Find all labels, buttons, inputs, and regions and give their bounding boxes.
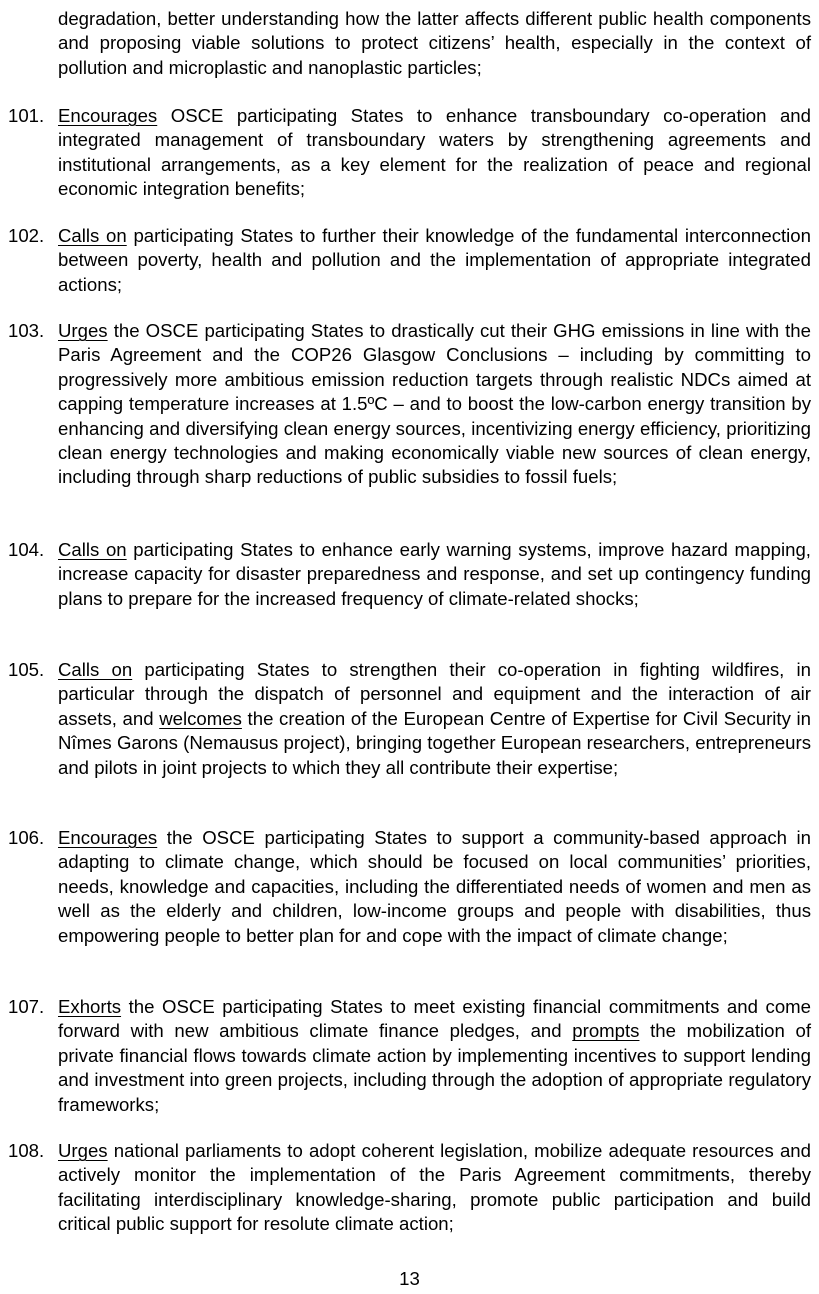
paragraph-body (58, 104, 811, 202)
paragraph-body (58, 319, 811, 490)
continuation-text: degradation, better understanding how the latter affects different public health components and proposing viable solutions to protect citizens’ health, especially in the context of pollution and microplastic and nanoplastic particles; (58, 8, 811, 78)
paragraph-body (58, 658, 811, 780)
paragraph-body (58, 995, 811, 1117)
operative-verb: Calls on (58, 659, 133, 680)
paragraph-number: 103. (8, 320, 45, 341)
paragraph-body (58, 224, 811, 297)
operative-verb: Exhorts (58, 996, 122, 1017)
paragraph-text: national parliaments to adopt coherent legislation, mobilize adequate resources and actively monitor the implementation of the Paris Agreement commitments, thereby facilitating interdisciplinary knowledge-sharing, promote public participation and build critical public support for resolute climate action; (58, 1140, 811, 1235)
paragraph-number: 101. (8, 105, 45, 126)
paragraph-text-continued: the creation of the European Centre of Expertise for Civil Security in Nîmes Garons (Nemausus project), bringing together European researchers, entrepreneurs and pilots in joint projects to which they all contribute their expertise; (58, 707, 811, 778)
operative-verb: Urges (58, 1140, 108, 1161)
operative-verb: Calls on (58, 539, 127, 560)
paragraph-text: participating States to strengthen their co-operation in fighting wildfires, in particular through the dispatch of personnel and equipment and the interaction of air assets, and (58, 659, 811, 729)
paragraph-text: participating States to enhance early warning systems, improve hazard mapping, increase capacity for disaster preparedness and response, and set up contingency funding plans to prepare for the increased frequency of climate-related shocks; (58, 539, 811, 609)
paragraph-body (58, 1139, 811, 1237)
paragraph-number: 106. (8, 827, 45, 848)
paragraph-number: 102. (8, 225, 45, 246)
paragraph-text: OSCE participating States to enhance transboundary co-operation and integrated management of transboundary waters by strengthening agreements and institutional arrangements, as a key element for the realization of peace and regional economic integration benefits; (58, 105, 811, 200)
paragraph-number: 107. (8, 996, 45, 1017)
operative-verb-secondary: welcomes (159, 707, 242, 729)
operative-verb: Encourages (58, 827, 158, 848)
paragraph-body (58, 538, 811, 611)
paragraph-text-continued: the mobilization of private financial flows towards climate action by implementing incentives to support lending and investment into green projects, including through the adoption of appropriate regulatory frameworks; (58, 1020, 811, 1115)
paragraph-text: the OSCE participating States to meet existing financial commitments and come forward with new ambitious climate finance pledges, and (58, 996, 811, 1042)
paragraph-text: the OSCE participating States to support a community-based approach in adapting to climate change, which should be focused on local communities’ priorities, needs, knowledge and capacities, including the differentiated needs of women and men as well as the elderly and children, low-income groups and people with disabilities, thus empowering people to better plan for and cope with the impact of climate change; (58, 827, 811, 946)
paragraph-text: participating States to further their knowledge of the fundamental interconnection between poverty, health and pollution and the implementation of appropriate integrated actions; (58, 225, 811, 295)
paragraph-number: 104. (8, 539, 45, 560)
paragraph-number: 105. (8, 659, 45, 680)
operative-verb: Urges (58, 320, 108, 341)
paragraph-text: the OSCE participating States to drastically cut their GHG emissions in line with the Paris Agreement and the COP26 Glasgow Conclusions – including by committing to progressively more ambitious emission reduction targets through realistic NDCs aimed at capping temperature increases at 1.5ºC – and to boost the low-carbon energy transition by enhancing and diversifying clean energy sources, incentivizing energy efficiency, prioritizing clean energy technologies and making economically viable new sources of clean energy, including through sharp reductions of public subsidies to fossil fuels; (58, 320, 811, 488)
operative-verb: Calls on (58, 225, 127, 246)
paragraph-body (58, 826, 811, 948)
operative-verb-secondary: prompts (572, 1020, 640, 1042)
continuation-paragraph (58, 7, 811, 80)
page-number: 13 (399, 1268, 420, 1289)
operative-verb: Encourages (58, 105, 158, 126)
paragraph-number: 108. (8, 1140, 45, 1161)
